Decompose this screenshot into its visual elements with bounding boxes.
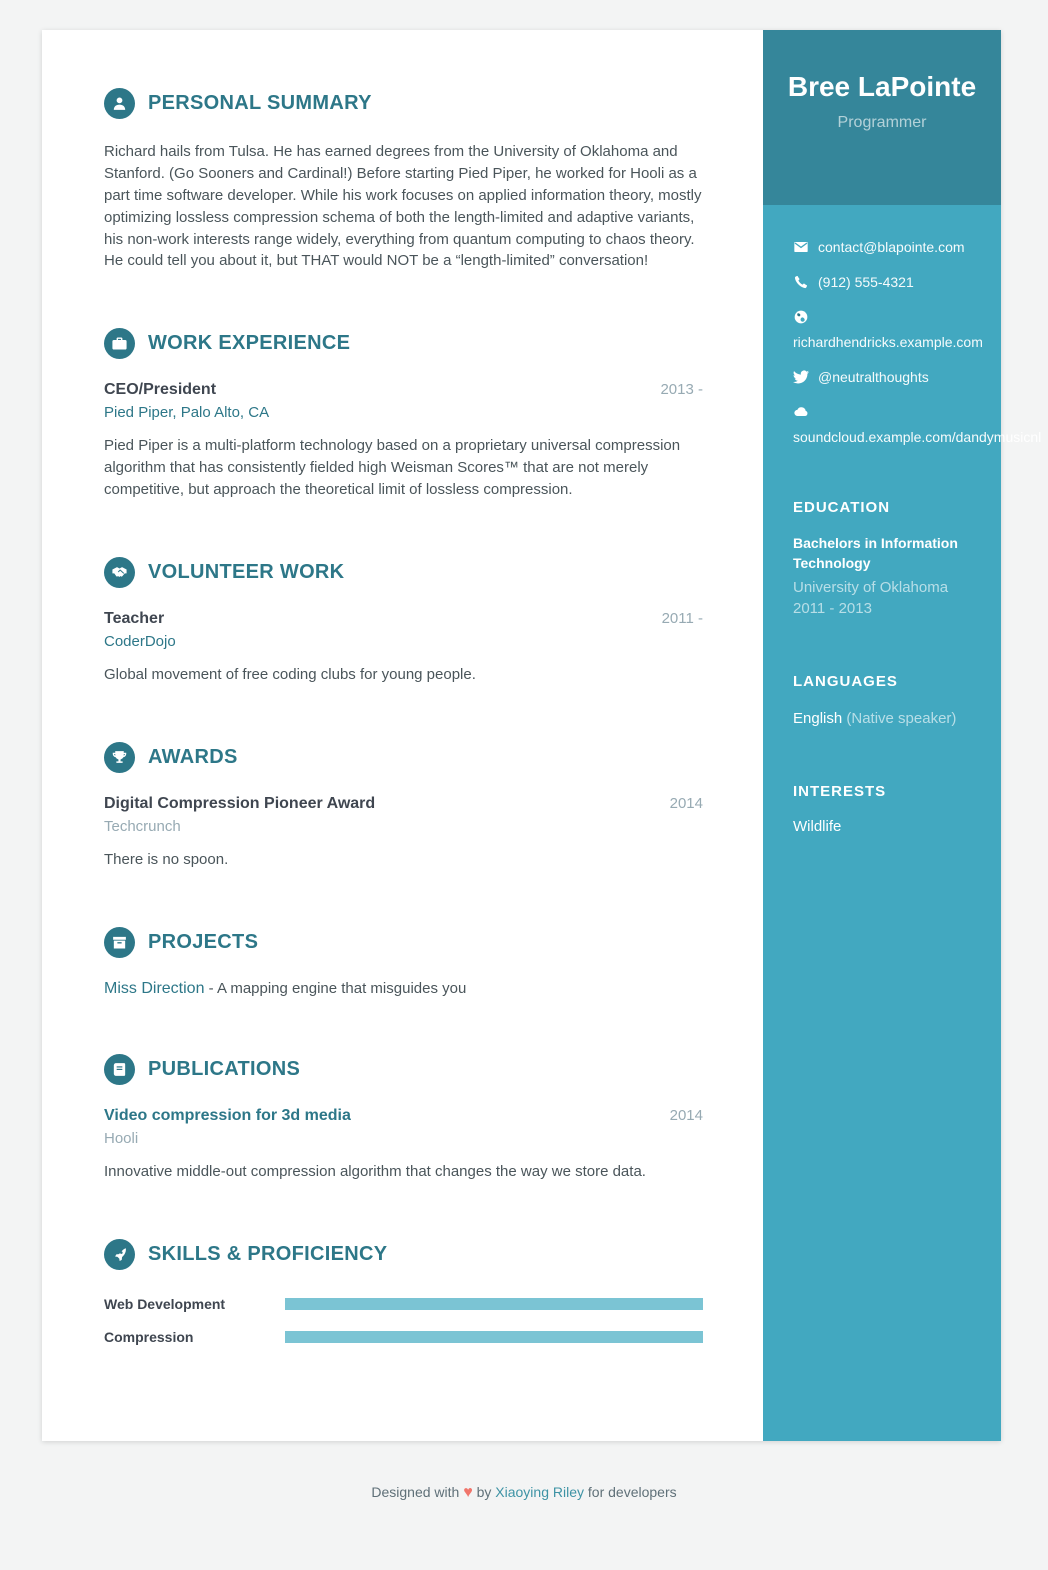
book-icon — [104, 1054, 135, 1085]
job-company — [104, 404, 703, 421]
volunteer-organization — [104, 633, 703, 650]
section-title: PERSONAL SUMMARY — [148, 92, 372, 114]
phone-icon — [793, 274, 809, 290]
briefcase-icon — [104, 328, 135, 359]
skill-name: Web Development — [104, 1295, 226, 1312]
experience-item — [104, 381, 703, 501]
summary-text: Richard hails from Tulsa. He has earned degrees from the University of Oklahoma and Stanford. (Go Sooners and Cardinal!) Before starting Pied Piper, he worked for Hooli as a part time software developer. While his work focuses on applied information theory, mostly optimizing lossless compression schema of both the length-limited and adaptive variants, his non-work interests range widely, everything from quantum computing to chaos theory. He could tell you about it, but THAT would NOT be a “length-limited” conversation! — [104, 143, 702, 270]
trophy-icon — [104, 742, 135, 773]
footer-text: Designed with — [371, 1484, 460, 1500]
project-name-link[interactable]: Miss Direction — [104, 979, 205, 997]
section-title: AWARDS — [148, 745, 238, 768]
section-header — [104, 927, 703, 958]
section-title: SKILLS & PROFICIENCY — [148, 1242, 388, 1265]
email-value[interactable]: contact@blapointe.com — [818, 239, 965, 255]
volunteer-date: 2011 - — [661, 610, 703, 628]
section-awards — [104, 742, 703, 871]
volunteer-item — [104, 610, 703, 686]
sidebar-section-education — [793, 499, 971, 619]
section-title: PROJECTS — [148, 930, 259, 953]
volunteer-description: Global movement of free coding clubs for young people. — [104, 666, 476, 684]
profile-header — [763, 30, 1001, 205]
language-fluency: (Native speaker) — [846, 710, 957, 728]
contact-item-phone — [793, 274, 971, 290]
experience-item-header — [104, 381, 703, 399]
skill-name: Compression — [104, 1328, 194, 1345]
archive-box-icon — [104, 927, 135, 958]
language-item — [793, 708, 971, 729]
section-publications — [104, 1054, 703, 1183]
project-description: A mapping engine that misguides you — [216, 979, 467, 997]
contact-item-twitter — [793, 369, 971, 385]
website-value[interactable]: richardhendricks.example.com — [793, 334, 983, 350]
sidebar-body — [763, 205, 1042, 865]
language-name: English — [793, 710, 843, 728]
section-header — [104, 557, 703, 588]
contact-item-soundcloud — [793, 404, 1042, 445]
award-item-header — [104, 795, 703, 813]
resume-card — [42, 30, 1042, 1441]
section-header — [104, 328, 703, 359]
languages-heading: LANGUAGES — [793, 673, 898, 691]
skill-track — [285, 1298, 703, 1310]
email-icon — [793, 239, 809, 255]
interest-item: Wildlife — [793, 818, 842, 836]
footer-text: for developers — [587, 1484, 677, 1500]
job-date: 2013 - — [660, 381, 703, 399]
project-item — [104, 980, 703, 998]
section-header — [104, 88, 703, 119]
section-header — [104, 742, 703, 773]
contact-item-email — [793, 239, 971, 255]
education-school: University of Oklahoma — [793, 579, 949, 597]
handshake-icon — [104, 557, 135, 588]
footer-text: by — [476, 1484, 492, 1500]
section-projects — [104, 927, 703, 998]
section-volunteer-work — [104, 557, 703, 686]
profile-job-title: Programmer — [837, 113, 927, 131]
award-date: 2014 — [669, 794, 703, 812]
rocket-icon — [104, 1239, 135, 1270]
project-separator: - — [208, 979, 214, 997]
sidebar-section-languages — [793, 673, 971, 729]
heart-icon: ♥ — [463, 1484, 473, 1501]
twitter-icon — [793, 369, 809, 385]
skill-row — [104, 1329, 703, 1345]
skill-row — [104, 1296, 703, 1312]
award-description: There is no spoon. — [104, 850, 229, 868]
section-title: VOLUNTEER WORK — [148, 561, 345, 584]
page-footer — [0, 1484, 1048, 1502]
section-skills — [104, 1239, 703, 1345]
section-work-experience — [104, 328, 703, 501]
contact-list — [793, 239, 1042, 445]
publication-item-header — [104, 1107, 703, 1125]
main-column — [42, 30, 763, 1441]
skills-list — [104, 1296, 703, 1345]
volunteer-item-header — [104, 610, 703, 628]
twitter-value[interactable]: @neutralthoughts — [818, 369, 929, 385]
section-personal-summary — [104, 88, 703, 272]
skill-level-bar — [285, 1298, 703, 1310]
job-role: CEO/President — [104, 381, 217, 399]
soundcloud-value[interactable]: soundcloud.example.com/dandymusicnl — [793, 429, 1042, 445]
globe-icon — [793, 309, 809, 325]
job-company-link[interactable]: Pied Piper, Palo Alto, CA — [104, 404, 270, 422]
education-heading: EDUCATION — [793, 499, 891, 516]
award-issuer: Techcrunch — [104, 817, 181, 835]
volunteer-role: Teacher — [104, 610, 165, 628]
skill-track — [285, 1331, 703, 1343]
award-item — [104, 795, 703, 871]
interests-heading: INTERESTS — [793, 783, 887, 801]
publication-item — [104, 1107, 703, 1183]
job-description: Pied Piper is a multi-platform technology based on a proprietary universal compression algorithm that has consistently fielded high Weisman Scores™ that are not merely competitive, but approach the theoretical limit of lossless compression. — [104, 437, 681, 499]
section-title: WORK EXPERIENCE — [148, 332, 351, 355]
section-header — [104, 1239, 703, 1270]
education-degree: Bachelors in Information Technology — [793, 535, 958, 571]
section-header — [104, 1054, 703, 1085]
publication-date: 2014 — [669, 1106, 703, 1124]
sidebar — [763, 30, 1042, 1441]
volunteer-organization-link[interactable]: CoderDojo — [104, 633, 176, 651]
publication-description: Innovative middle-out compression algorithm that changes the way we store data. — [104, 1162, 646, 1180]
sidebar-section-interests — [793, 783, 971, 835]
phone-value[interactable]: (912) 555-4321 — [818, 274, 914, 290]
publication-title-link[interactable]: Video compression for 3d media — [104, 1106, 351, 1124]
skill-level-bar — [285, 1331, 703, 1343]
soundcloud-icon — [793, 404, 809, 420]
publication-publisher: Hooli — [104, 1129, 139, 1147]
profile-name: Bree LaPointe — [787, 71, 977, 102]
user-icon — [104, 88, 135, 119]
education-dates: 2011 - 2013 — [793, 600, 872, 618]
award-name: Digital Compression Pioneer Award — [104, 794, 376, 812]
section-title: PUBLICATIONS — [148, 1057, 301, 1080]
footer-author-link[interactable]: Xiaoying Riley — [495, 1484, 584, 1500]
contact-item-website — [793, 309, 983, 350]
